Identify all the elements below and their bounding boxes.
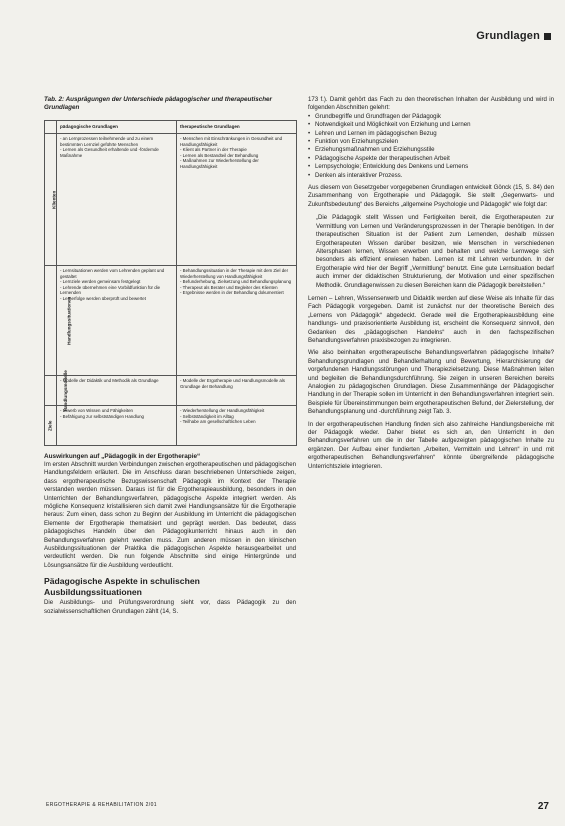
section-title: Grundlagen	[476, 30, 540, 42]
row-label-cell	[45, 134, 57, 266]
table-cell: - Menschen mit Einschränkungen in Gesundheit und Handlungsfähigkeit - Klient als Partner in der Therapie - Lernen als Bestandteil der Behandlung - Maßnahmen zur Wiederherstellung der Handlungsfähigkeit	[177, 134, 297, 266]
list-item: • Lehren und Lernen im pädagogischen Bezug	[308, 130, 554, 138]
section-heading-large: Pädagogische Aspekte in schulischen Ausbildungssituationen	[44, 576, 200, 597]
table-cell: - an Lernprozessen teilnehmende und zu einem bestimmten Lernziel geführte Menschen - Lernen als Gesundheit erhaltende und -fördernde Maßnahme	[57, 134, 177, 266]
row-label: Ziele	[47, 420, 53, 431]
row-label: Handlungsmodelle	[62, 369, 68, 412]
table-cell: - Wiederherstellung der Handlungsfähigkeit - Selbstständigkeit im Alltag - Teilhabe am gesellschaftlichen Leben	[177, 406, 297, 446]
row-label: Klienten	[51, 190, 57, 209]
comparison-table	[44, 120, 297, 446]
table-cell: - Modelle der Ergotherapie und Handlungsmodelle als Grundlage der Behandlung	[177, 376, 297, 406]
list-item: • Pädagogische Aspekte der therapeutischen Arbeit	[308, 155, 554, 163]
page-number: 27	[537, 801, 549, 812]
body-paragraph: Aus diesem von Gesetzgeber vorgegebenen Grundlagen entwickelt Gönck (15, S. 84) den Zusammenhang von Ergotherapie und Pädagogik. Sie stellt „Gegenwarts- und Zukunftsbedeutung“ des Bereichs „allgemeine Psychologie und Pädagogik“ wie folgt dar:	[308, 184, 554, 208]
list-item: • Lernpsychologie; Entwicklung des Denkens und Lernens	[308, 163, 554, 171]
table-cell: - Behandlungssituation in der Therapie mit dem Ziel der Wiederherstellung von Handlungsfähigkeit - Befunderhebung, Zielsetzung und Behandlungsplanung - Therapeut als Berater und Begleiter des Klienten - Ergebnisse werden in der Behandlung dokumentiert	[177, 266, 297, 376]
body-paragraph: Im ersten Abschnitt wurden Verbindungen zwischen ergotherapeutischen und pädagogischen Handlungsfeldern erläutert. Die im Anschluss daran beschriebenen Unterschiede zeigen, dass ergotherapeutische Bezugswissenschaft Pädagogik im Kontext der Therapie verstanden werden müssen. Daraus ist für die Ergotherapieausbildung, besonders in den Unterrichten der Behandlungsverfahren, pädagogische Aspekte integriert werden. Als mögliche Konsequenz kristallisieren sich damit zwei Handlungsansätze für die Ergotherapie heraus: Zum einen, dass schon zu Beginn der Ausbildung im Unterricht die pädagogischen Elemente der Ergotherapie thematisiert und geprägt werden. Das bedeutet, dass pädagogisches Handeln über den Pädagogikunterricht hinaus auch in den Behandlungsverfahren gelehrt werden muss. Zum anderen müssen in den klinischen Ausbildungssituationen der Praktika die pädagogischen Aspekte herausgearbeitet und verdeutlicht werden. Die nun folgende Abschnitte sind einige Hintergründe und Lösungsansätze für die Ausbildung verdeutlicht.	[44, 461, 296, 569]
body-paragraph: Die Ausbildungs- und Prüfungsverordnung sieht vor, dass Pädagogik zu den sozialwissenschaftlichen Grundlagen zählt (14, S.	[44, 599, 296, 615]
row-label-cell	[45, 266, 72, 376]
body-paragraph: Wie also beinhalten ergotherapeutische Behandlungsverfahren pädagogische Inhalte? Behandlungsgrundlagen und Behandlerhaltung und Bewertung, Hierarchisierung der vorgefundenen Handlungsstörungen und Therapiezielsetzung. Diese Maßnahmen leiten und begleiten die Behandlungsdurchführung. Sie zeigen in unseren Bereichen bereits Analogien zu pädagogischen Grundlagen. Diese Zusammenhänge der Pädagogischer Handlung in der Therapie sollen im Unterricht in den Behandlungsverfahren integriert sein. Beispiele für Übereinstimmungen beim ergotherapeutischen Befund, der Zielerstellung, der Behandlungsplanung und -durchführung zeigt Tab. 3.	[308, 349, 554, 416]
table-cell: - Erwerb von Wissen und Fähigkeiten - Befähigung zur selbstständigen Handlung	[57, 406, 177, 446]
list-item: • Denken als interaktiver Prozess.	[308, 172, 554, 180]
row-label-cell	[45, 369, 68, 412]
right-column	[308, 96, 554, 471]
column-header-therapeutisch: therapeutische Grundlagen	[177, 121, 297, 134]
table-row	[45, 406, 297, 446]
journal-footer: ERGOTHERAPIE & REHABILITATION 2/01	[46, 802, 157, 808]
body-paragraph: Lernen – Lehren, Wissenserwerb und Didaktik werden auf diese Weise als Inhalte für das Fach Pädagogik vorgegeben. Damit ist zunächst nur der theoretische Bereich des „Lernens von Pädagogik“ abgedeckt. Gerade weil die Ergotherapieausbildung eine handlungs- und praxisorientierte Ausbildung ist, erscheint die Konsequenz sinnvoll, den Gedanken des „pädagogischen Handelns“ auch in den fachspezifischen Behandlungsverfahren praxisbezogen zu integrieren.	[308, 294, 554, 344]
section-header	[476, 30, 551, 42]
block-quote: „Die Pädagogik stellt Wissen und Fertigkeiten bereit, die Ergotherapeuten zur Vermittlung von Lernen und Veränderungsprozessen in der Therapie benötigen. In der therapeutischen Situation ist der Patient zum Lernenden, deshalb müssen Ergotherapeuten Wissen darüber besitzen, wie Menschen in verschiedenen Altersphasen lernen, Wissen erwerben und behalten und welche Lernwege sich besonders als effizient erwiesen haben. Lernen ist mit Lehren verbunden. In der Ergotherapie wird hier der Begriff „Vermittlung“ benutzt. Eine gute Lernsituation bedarf auch immer der didaktischen Strukturierung, der Motivation und einer spezifischen Methodik. Grundlagenwissen zu diesen Bereichen kann die Pädagogik bereitstellen.“	[316, 214, 554, 289]
table-caption: Tab. 2: Ausprägungen der Unterschiede pädagogischer und therapeutischer Grundlagen	[44, 96, 273, 111]
body-paragraph: In der ergotherapeutischen Handlung finden sich also zahlreiche Handlungsbereiche mit der Pädagogik wieder. Daher bietet es sich an, den Unterricht in den Behandlungsverfahren um die in der Tabelle aufgezeigten pädagogischen Inhalte zu ergänzen. Der Aufbau einer fundierten „Arbeiten, Vermitteln und Lehren“ in und mit ergotherapeutischen Behandlungsverfahren“ könnte übergreifende pädagogische Unterrichtsziele integrieren.	[308, 420, 554, 470]
table-cell: - Modelle der Didaktik und Methodik als Grundlage	[57, 376, 177, 406]
row-label-cell	[45, 406, 57, 446]
left-column	[44, 96, 296, 616]
table-header-row	[45, 121, 297, 134]
square-marker-icon	[544, 33, 551, 40]
column-header-paedagogisch: pädagogische Grundlagen	[57, 121, 177, 134]
body-paragraph: 173 f.). Damit gehört das Fach zu den theoretischen Inhalten der Ausbildung und wird in folgenden Abschnitten gelehrt:	[308, 96, 554, 112]
table-corner	[45, 121, 57, 134]
section-heading: Auswirkungen auf „Pädagogik in der Ergotherapie“	[44, 453, 201, 460]
list-item: • Funktion von Erziehungszielen	[308, 138, 554, 146]
list-item: • Erziehungsmaßnahmen und Erziehungsstile	[308, 146, 554, 154]
table-row	[45, 134, 297, 266]
list-item: • Notwendigkeit und Möglichkeit von Erziehung und Lernen	[308, 121, 554, 129]
table-row	[45, 376, 297, 406]
bullet-list	[308, 113, 554, 180]
list-item: • Grundbegriffe und Grundfragen der Pädagogik	[308, 113, 554, 121]
table-row	[45, 266, 297, 376]
row-label: Handlungssituationen	[66, 296, 72, 345]
table-cell: - Lernsituationen werden vom Lehrenden geplant und gestaltet - Lernziele werden gemeinsam festgelegt - Lehrende übernehmen eine Vorbildfunktion für die Lernenden - Lernerfolge werden überprüft und bewertet	[57, 266, 177, 376]
